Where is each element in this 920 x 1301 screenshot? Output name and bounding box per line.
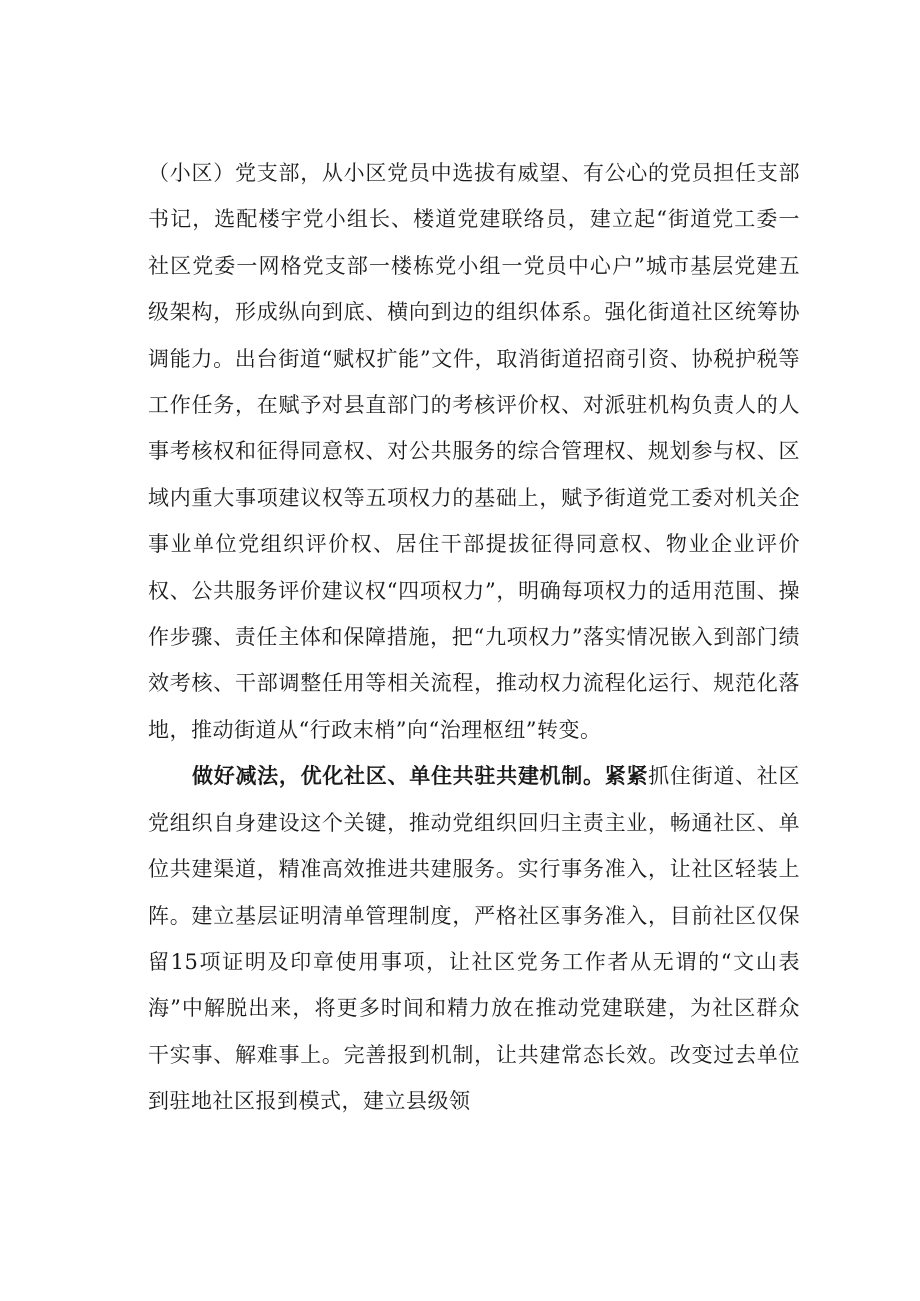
paragraph-2 [148,753,800,1124]
body-text [148,150,800,1125]
paragraph-1: （小区）党支部，从小区党员中选拔有威望、有公心的党员担任支部书记，选配楼宇党小组长、楼道党建联络员，建立起“街道党工委一社区党委一网格党支部一楼栋党小组一党员中心户”城市基层党建五级架构，形成纵向到底、横向到边的组织体系。强化街道社区统筹协调能力。出台街道“赋权扩能”文件，取消街道招商引资、协税护税等工作任务，在赋予对县直部门的考核评价权、对派驻机构负责人的人事考核权和征得同意权、对公共服务的综合管理权、规划参与权、区域内重大事项建议权等五项权力的基础上，赋予街道党工委对机关企事业单位党组织评价权、居住干部提拔征得同意权、物业企业评价权、公共服务评价建议权“四项权力”，明确每项权力的适用范围、操作步骤、责任主体和保障措施，把“九项权力”落实情况嵌入到部门绩效考核、干部调整任用等相关流程，推动权力流程化运行、规范化落地，推动街道从“行政末梢”向“治理枢纽”转变。 [148,161,800,742]
paragraph-2-lead: 做好减法，优化社区、单住共驻共建机制。紧紧 [192,763,649,789]
paragraph-2-body: 抓住街道、社区党组织自身建设这个关键，推动党组织回归主责主业，畅通社区、单位共建渠道，精准高效推进共建服务。实行事务准入，让社区轻装上阵。建立基层证明清单管理制度，严格社区事务准入，目前社区仅保留15项证明及印章使用事项，让社区党务工作者从无谓的“文山表海”中解脱出来，将更多时间和精力放在推动党建联建，为社区群众干实事、解难事上。完善报到机制，让共建常态长效。改变过去单位到驻地社区报到模式，建立县级领 [148,764,801,1114]
